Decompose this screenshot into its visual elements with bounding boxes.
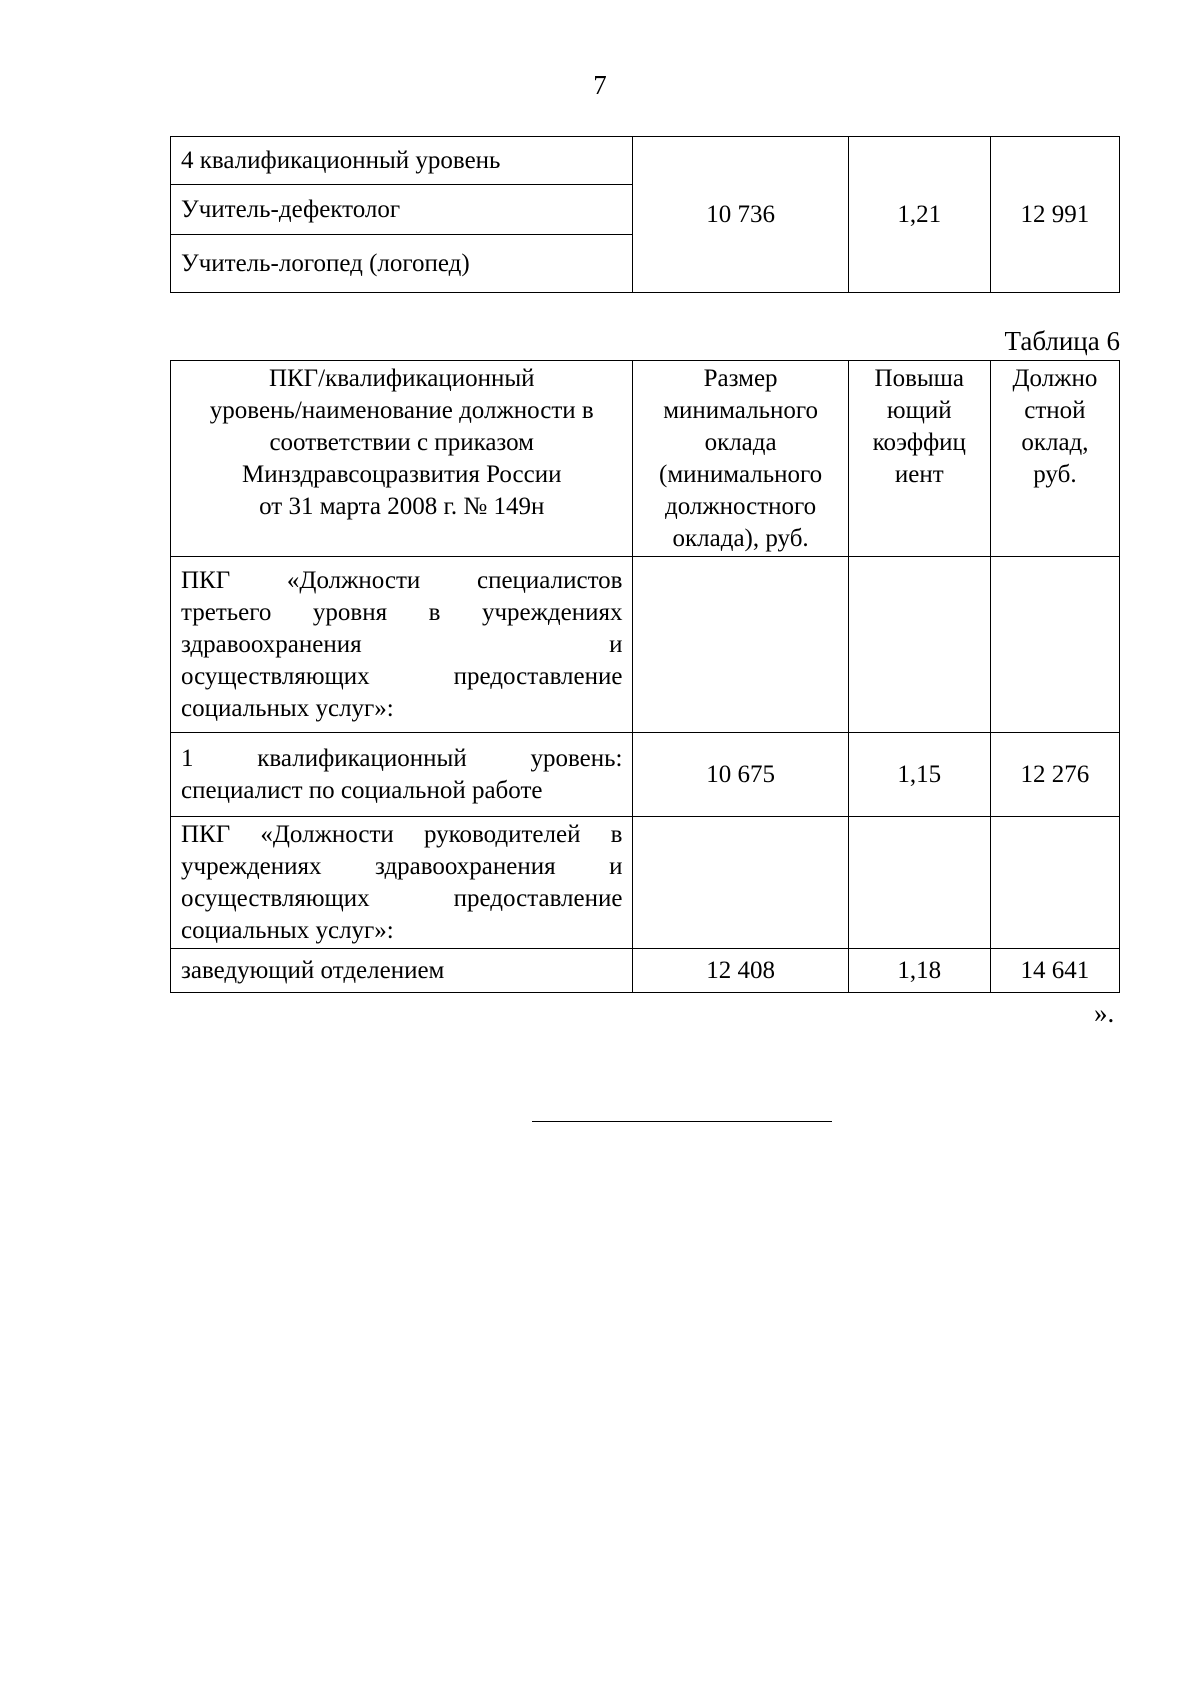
separator-line <box>532 1121 832 1122</box>
cell-line: социальных услуг»: <box>181 694 394 722</box>
table-row <box>171 137 1120 185</box>
min-salary-cell <box>633 817 848 949</box>
cell-line: учреждениях здравоохранения и <box>181 852 623 880</box>
min-salary-cell: 10 675 <box>633 733 848 817</box>
closing-quote: ». <box>1094 998 1115 1028</box>
coefficient-cell <box>848 557 990 733</box>
salary-cell: 12 991 <box>990 137 1119 293</box>
min-salary-cell: 10 736 <box>633 137 848 293</box>
cell-line: третьего уровня в учреждениях <box>181 598 623 626</box>
header-line: Размер <box>703 365 778 392</box>
header-line: ПКГ/квалификационный <box>268 365 535 392</box>
header-line: от 31 марта 2008 г. № 149н <box>259 493 545 520</box>
position-cell: Учитель-логопед (логопед) <box>171 235 633 293</box>
salary-cell: 12 276 <box>990 733 1119 817</box>
position-cell <box>171 733 633 817</box>
table-row <box>171 733 1120 817</box>
header-line: стной <box>1024 397 1086 424</box>
coefficient-cell: 1,18 <box>848 949 990 993</box>
header-line: Минздравсоцразвития России <box>242 461 562 488</box>
header-line: должностного <box>665 493 817 520</box>
position-cell: Учитель-дефектолог <box>171 185 633 235</box>
cell-line: ПКГ «Должности специалистов <box>181 566 623 594</box>
table-row <box>171 949 1120 993</box>
table-row <box>171 557 1120 733</box>
group-title-cell <box>171 557 633 733</box>
table-6-caption: Таблица 6 <box>1004 326 1120 356</box>
header-line: оклада <box>704 429 777 456</box>
table-row <box>171 817 1120 949</box>
header-line: руб. <box>1033 461 1077 488</box>
min-salary-cell: 12 408 <box>633 949 848 993</box>
salary-cell <box>990 817 1119 949</box>
cell-line: специалист по социальной работе <box>181 776 543 804</box>
cell-line: осуществляющих предоставление <box>181 662 623 690</box>
header-line: Должно <box>1012 365 1098 392</box>
header-line: оклада), руб. <box>672 525 809 552</box>
header-line: уровень/наименование должности в <box>209 397 594 424</box>
header-line: коэффиц <box>872 429 966 456</box>
cell-line: ПКГ «Должности руководителей в <box>181 820 623 848</box>
header-line: соответствии с приказом <box>269 429 535 456</box>
min-salary-cell <box>633 557 848 733</box>
position-cell: заведующий отделением <box>171 949 633 993</box>
coefficient-cell: 1,15 <box>848 733 990 817</box>
cell-line: здравоохранения и <box>181 630 623 658</box>
page-number: 7 <box>593 70 607 100</box>
header-line: оклад, <box>1021 429 1089 456</box>
header-coefficient <box>848 361 990 557</box>
cell-line: 1 квалификационный уровень: <box>181 744 623 772</box>
group-title-cell <box>171 817 633 949</box>
coefficient-cell: 1,21 <box>848 137 990 293</box>
header-line: минимального <box>663 397 818 424</box>
header-line: Повыша <box>874 365 965 392</box>
header-line: ющий <box>886 397 952 424</box>
coefficient-cell <box>848 817 990 949</box>
header-position <box>171 361 633 557</box>
table-header-row <box>171 361 1120 557</box>
header-line: иент <box>894 461 944 488</box>
cell-line: социальных услуг»: <box>181 916 394 944</box>
table-5-continuation <box>170 136 1120 293</box>
header-line: (минимального <box>659 461 823 488</box>
salary-cell <box>990 557 1119 733</box>
cell-line: осуществляющих предоставление <box>181 884 623 912</box>
qualification-level-cell: 4 квалификационный уровень <box>171 137 633 185</box>
header-salary <box>990 361 1119 557</box>
table-6 <box>170 360 1120 993</box>
header-min-salary <box>633 361 848 557</box>
salary-cell: 14 641 <box>990 949 1119 993</box>
